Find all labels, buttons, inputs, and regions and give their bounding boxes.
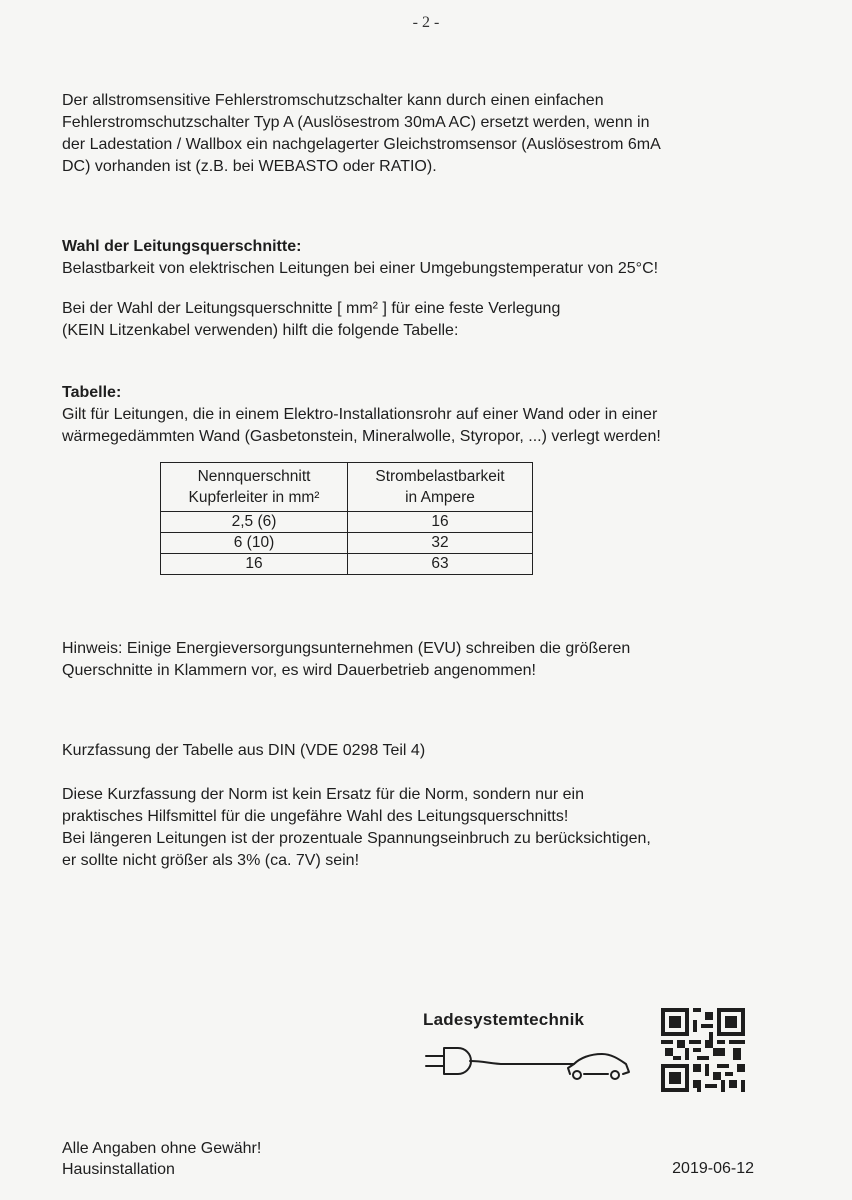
table-header-row <box>161 463 533 512</box>
text-line: Kurzfassung der Tabelle aus DIN (VDE 0298 Teil 4) <box>62 742 426 759</box>
text-line: Hinweis: Einige Energieversorgungsunternehmen (EVU) schreiben die größeren <box>62 640 631 657</box>
intro-paragraph <box>62 90 782 178</box>
table-header-current <box>348 463 533 512</box>
cable-load-table <box>160 462 533 575</box>
page-number: - 2 - <box>412 14 440 31</box>
table-cell: 2,5 (6) <box>161 512 348 533</box>
section-heading: Wahl der Leitungsquerschnitte: <box>62 238 302 255</box>
header-line: Nennquerschnitt <box>197 468 311 485</box>
text-line: wärmegedämmten Wand (Gasbetonstein, Mineralwolle, Styropor, ...) verlegt werden! <box>62 428 661 445</box>
table-cell: 63 <box>348 554 533 575</box>
section-heading: Tabelle: <box>62 384 122 401</box>
text-line: Diese Kurzfassung der Norm ist kein Ersatz für die Norm, sondern nur ein <box>62 786 584 803</box>
note-paragraph <box>62 638 782 682</box>
table-row <box>161 512 533 533</box>
text-line: Fehlerstromschutzschalter Typ A (Auslösestrom 30mA AC) ersetzt werden, wenn in <box>62 114 650 131</box>
header-line: Strombelastbarkeit <box>375 468 505 485</box>
table-cell: 32 <box>348 533 533 554</box>
text-line: Bei der Wahl der Leitungsquerschnitte [ mm² ] für eine feste Verlegung <box>62 300 561 317</box>
text-line: praktisches Hilfsmittel für die ungefähre Wahl des Leitungsquerschnitts! <box>62 808 569 825</box>
text-line: Der allstromsensitive Fehlerstromschutzschalter kann durch einen einfachen <box>62 92 604 109</box>
table-row <box>161 554 533 575</box>
disclaimer-paragraph <box>62 784 782 872</box>
table-cell: 16 <box>348 512 533 533</box>
table-section <box>62 382 782 448</box>
table-cell: 6 (10) <box>161 533 348 554</box>
text-line: er sollte nicht größer als 3% (ca. 7V) sein! <box>62 852 360 869</box>
summary-title <box>62 740 782 762</box>
table-header-cross-section <box>161 463 348 512</box>
footer-disclaimer: Alle Angaben ohne Gewähr! <box>62 1140 262 1157</box>
header-line: in Ampere <box>405 489 475 506</box>
footer-category: Hausinstallation <box>62 1161 175 1178</box>
qr-code-icon <box>661 1008 745 1092</box>
cross-section-section <box>62 236 782 280</box>
text-line: Belastbarkeit von elektrischen Leitungen bei einer Umgebungstemperatur von 25°C! <box>62 260 659 277</box>
text-line: Querschnitte in Klammern vor, es wird Dauerbetrieb angenommen! <box>62 662 536 679</box>
footer-notes <box>62 1138 261 1180</box>
cross-section-paragraph <box>62 298 782 342</box>
header-line: Kupferleiter in mm² <box>188 489 320 506</box>
text-line: Gilt für Leitungen, die in einem Elektro-Installationsrohr auf einer Wand oder in einer <box>62 406 658 423</box>
footer-date: 2019-06-12 <box>672 1160 754 1177</box>
text-line: Bei längeren Leitungen ist der prozentuale Spannungseinbruch zu berücksichtigen, <box>62 830 651 847</box>
plug-to-car-icon <box>424 1036 634 1092</box>
text-line: (KEIN Litzenkabel verwenden) hilft die folgende Tabelle: <box>62 322 459 339</box>
table-row <box>161 533 533 554</box>
table-cell: 16 <box>161 554 348 575</box>
text-line: DC) vorhanden ist (z.B. bei WEBASTO oder RATIO). <box>62 158 437 175</box>
text-line: der Ladestation / Wallbox ein nachgelagerter Gleichstromsensor (Auslösestrom 6mA <box>62 136 661 153</box>
brand-name: Ladesystemtechnik <box>423 1010 585 1029</box>
